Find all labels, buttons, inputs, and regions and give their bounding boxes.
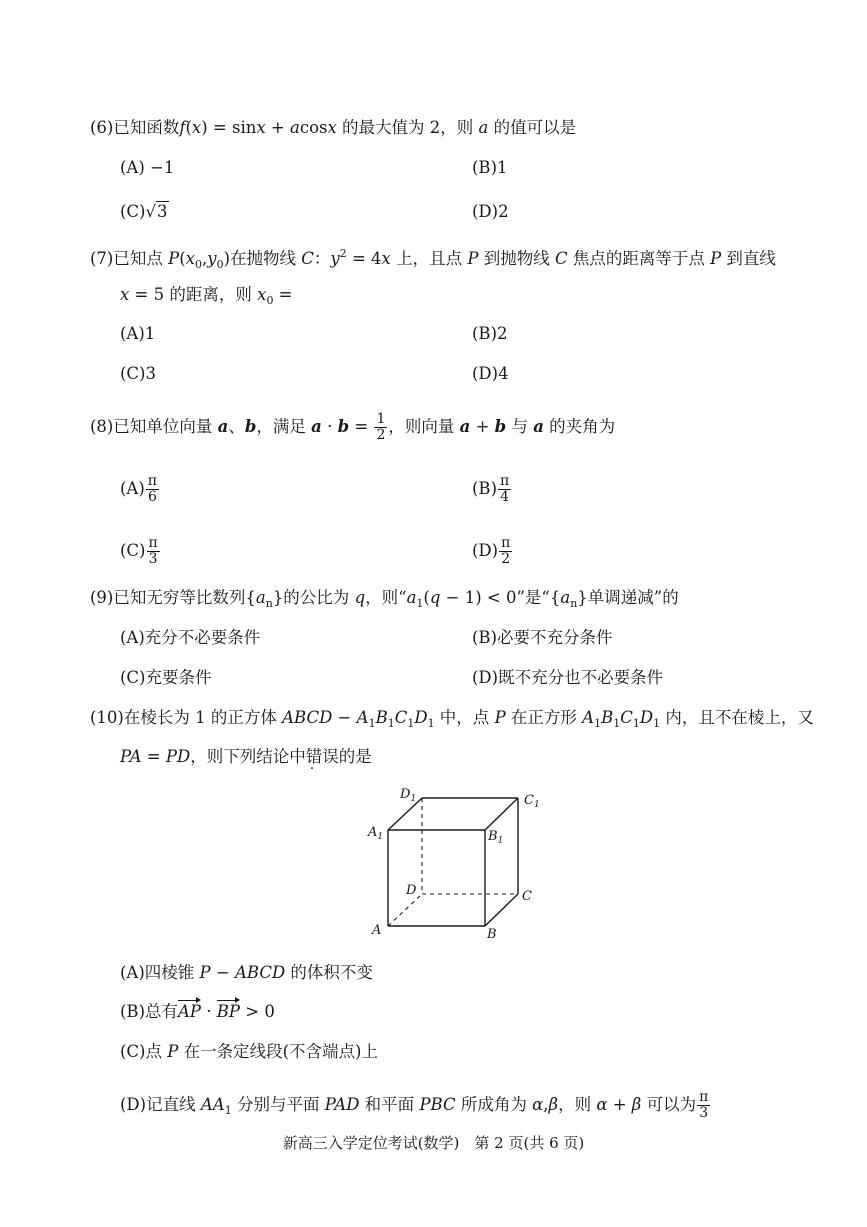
q6-stem: (6)已知函数f(x) = sinx + acosx 的最大值为 2，则 a 的值可以是 [90, 118, 577, 137]
label-c: C [522, 889, 532, 904]
q10-stem-line2: PA = PD，则下列结论中错误的是 [120, 747, 372, 766]
cube-figure [360, 782, 550, 942]
edge-b1c1 [485, 798, 518, 830]
q7-option-b: (B)2 [472, 324, 508, 343]
label-d: D [406, 883, 417, 898]
q7-option-a: (A)1 [120, 324, 156, 343]
q6-option-d: (D)2 [472, 202, 509, 221]
q8-stem: (8)已知单位向量 a、b，满足 a · b = $\frac{1}{2}$ ，则向量 a + b 与 a 的夹角为 [90, 411, 616, 443]
q9-option-c: (C)充要条件 [120, 668, 212, 687]
q8-option-c: (C) $\frac{\pi}{3}$ [120, 535, 158, 567]
fraction-one-half: $\frac{1}{2}$ [376, 411, 386, 443]
label-a: A [372, 923, 382, 938]
q7-option-c: (C)3 [120, 364, 156, 383]
emphasis-wrong: 错误 [305, 747, 339, 766]
q10-stem: (10)在棱长为 1 的正方体 ABCD − $A_1B_1C_1D_1$ 中，点 P 在正方形 $A_1B_1C_1D_1$ 内，且不在棱上，又 [90, 708, 814, 730]
q9-stem: (9)已知无穷等比数列$\{a_n\}$的公比为 q，则“$a_1(q - 1) < 0$”是“$\{a_n\}$单调递减”的 [90, 588, 679, 610]
q8-option-a: (A) $\frac{\pi}{6}$ [120, 473, 157, 505]
edge-bc [485, 894, 518, 926]
page-footer: 新高三入学定位考试(数学) 第 2 页(共 6 页) [282, 1134, 585, 1152]
q10-option-a: (A)四棱锥 P − ABCD 的体积不变 [120, 963, 373, 982]
q10-option-d: (D)记直线 $AA_1$ 分别与平面 PAD 和平面 PBC 所成角为 α,β，则 α + β 可以为 $\frac{\pi}{3}$ [120, 1089, 709, 1121]
q9-option-d: (D)既不充分也不必要条件 [472, 668, 664, 687]
label-a1: $A_1$ [368, 825, 384, 842]
q6-option-c: (C)√3 [120, 202, 168, 221]
q8-option-b: (B) $\frac{\pi}{4}$ [472, 473, 510, 505]
cube-edges [388, 798, 518, 926]
label-b: B [487, 927, 497, 942]
label-d1: $D_1$ [400, 787, 417, 804]
q9-option-b: (B)必要不充分条件 [472, 628, 613, 647]
q9-option-a: (A)充分不必要条件 [120, 628, 261, 647]
q8-option-d: (D) $\frac{\pi}{2}$ [472, 535, 511, 567]
q7-option-d: (D)4 [472, 364, 509, 383]
edge-ad-hidden [388, 894, 422, 926]
q10-option-c: (C)点 P 在一条定线段(不含端点)上 [120, 1042, 378, 1061]
label-c1: $C_1$ [524, 793, 540, 810]
label-b1: $B_1$ [488, 829, 504, 846]
q10-option-b: (B)总有AP · BP > 0 [120, 1002, 275, 1021]
edge-a1d1 [388, 798, 422, 830]
q7-stem: (7)已知点 $P(x_0,y_0)$在抛物线 C：$y^2 = 4x$ 上，且点 P 到抛物线 C 焦点的距离等于点 P 到直线 [90, 247, 776, 271]
q7-stem-line2: x = 5 的距离，则 $x_0$ = [120, 285, 293, 307]
q6-option-a: (A) −1 [120, 158, 175, 177]
q6-option-b: (B)1 [472, 158, 508, 177]
